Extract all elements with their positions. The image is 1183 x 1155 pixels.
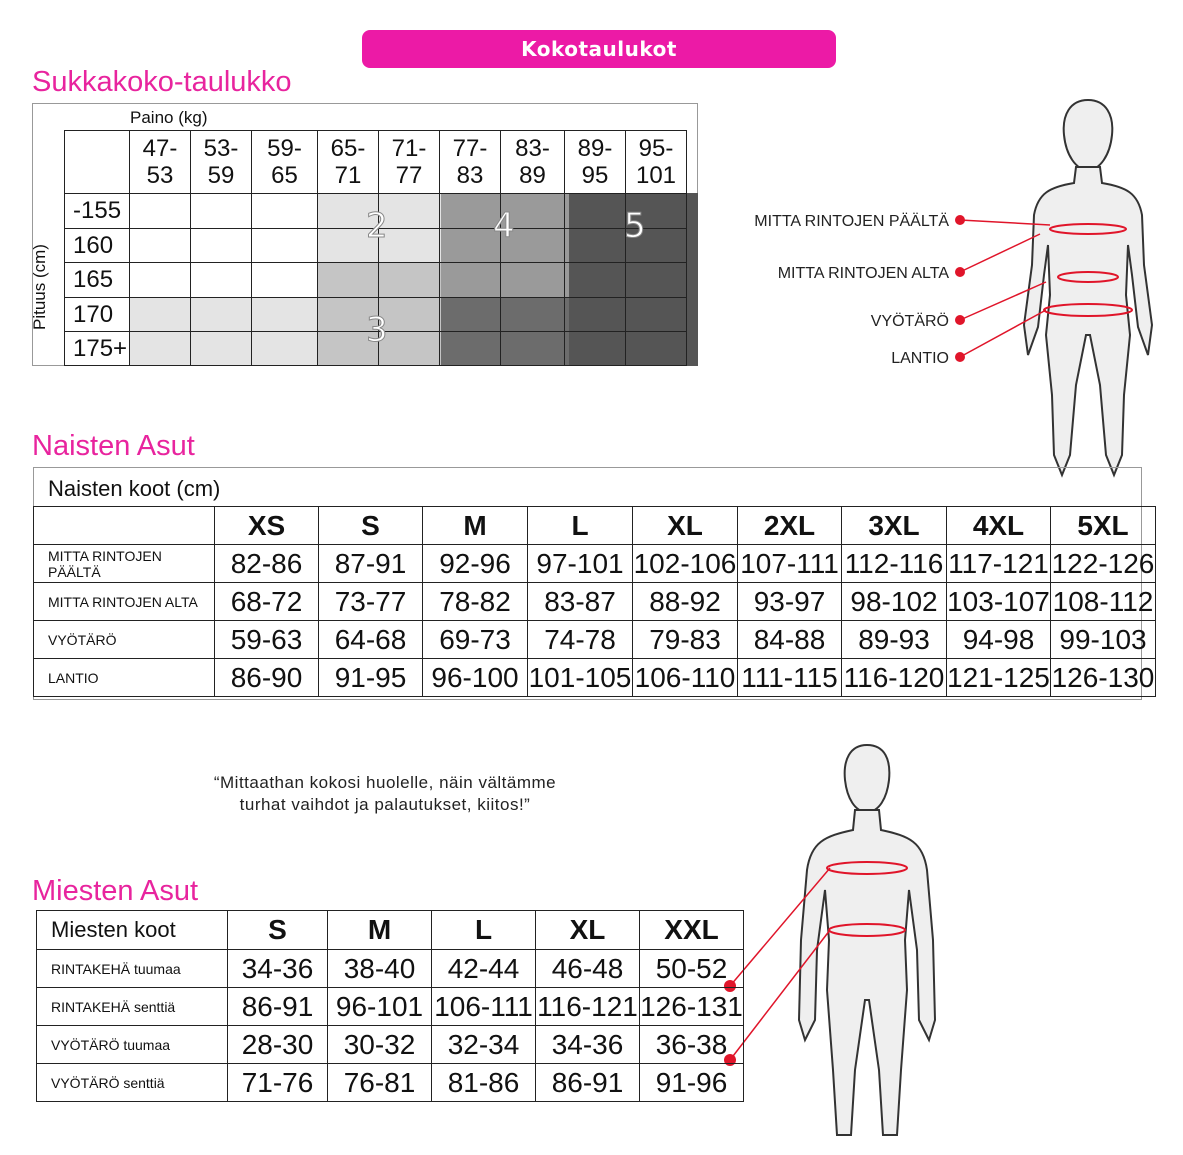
cell: 86-91 <box>536 1064 640 1102</box>
cell: 106-110 <box>633 659 738 697</box>
size-header: XXL <box>640 911 744 950</box>
weight-col: 89- 95 <box>565 131 626 194</box>
weight-col: 65- 71 <box>318 131 379 194</box>
cell: 126-130 <box>1051 659 1156 697</box>
quote-line: “Mittaathan kokosi huolelle, näin vältämme <box>213 773 557 792</box>
cell: 99-103 <box>1051 621 1156 659</box>
row-label: VYÖTÄRÖ <box>34 621 215 659</box>
size-header: L <box>528 507 633 545</box>
size-header: XL <box>633 507 738 545</box>
table-row <box>37 1064 744 1102</box>
weight-col: 95- 101 <box>626 131 687 194</box>
cell: 86-90 <box>215 659 319 697</box>
figure-label-waist: VYÖTÄRÖ <box>870 313 949 330</box>
cell: 28-30 <box>228 1026 328 1064</box>
table-row <box>34 545 1156 583</box>
cell: 122-126 <box>1051 545 1156 583</box>
figure-leader-lines <box>950 210 1100 370</box>
zone-label-2: 2 <box>366 206 388 246</box>
cell: 34-36 <box>228 950 328 988</box>
cell: 97-101 <box>528 545 633 583</box>
size-header: 2XL <box>738 507 842 545</box>
figure-label-bust: MITTA RINTOJEN PÄÄLTÄ <box>754 213 949 230</box>
care-quote <box>140 772 630 816</box>
size-header: 3XL <box>842 507 947 545</box>
cell: 121-125 <box>947 659 1051 697</box>
cell: 91-95 <box>319 659 423 697</box>
cell: 71-76 <box>228 1064 328 1102</box>
row-label: MITTA RINTOJEN ALTA <box>34 583 215 621</box>
cell: 34-36 <box>536 1026 640 1064</box>
cell: 69-73 <box>423 621 528 659</box>
cell: 74-78 <box>528 621 633 659</box>
cell: 102-106 <box>633 545 738 583</box>
corner-cell <box>65 131 130 194</box>
size-header: M <box>423 507 528 545</box>
cell: 111-115 <box>738 659 842 697</box>
cell: 42-44 <box>432 950 536 988</box>
cell: 91-96 <box>640 1064 744 1102</box>
quote-line: turhat vaihdot ja palautukset, kiitos!” <box>239 795 531 814</box>
cell: 116-120 <box>842 659 947 697</box>
row-label: RINTAKEHÄ tuumaa <box>37 950 228 988</box>
cell: 81-86 <box>432 1064 536 1102</box>
cell: 79-83 <box>633 621 738 659</box>
page-banner: Kokotaulukot <box>362 30 836 68</box>
cell: 78-82 <box>423 583 528 621</box>
row-label: VYÖTÄRÖ tuumaa <box>37 1026 228 1064</box>
cell: 86-91 <box>228 988 328 1026</box>
weight-col: 71- 77 <box>379 131 440 194</box>
cell: 103-107 <box>947 583 1051 621</box>
height-row-label: 175+ <box>65 332 130 366</box>
cell: 126-131 <box>640 988 744 1026</box>
cell: 112-116 <box>842 545 947 583</box>
figure-label-hip: LANTIO <box>891 350 949 367</box>
cell: 64-68 <box>319 621 423 659</box>
cell: 38-40 <box>328 950 432 988</box>
size-header: 5XL <box>1051 507 1156 545</box>
cell: 76-81 <box>328 1064 432 1102</box>
cell: 32-34 <box>432 1026 536 1064</box>
table-row <box>34 583 1156 621</box>
cell: 107-111 <box>738 545 842 583</box>
cell: 92-96 <box>423 545 528 583</box>
womens-size-table <box>33 506 1156 697</box>
corner-cell <box>34 507 215 545</box>
cell: 89-93 <box>842 621 947 659</box>
size-header: S <box>319 507 423 545</box>
weight-col: 47- 53 <box>130 131 191 194</box>
zone-label-5: 5 <box>624 206 646 246</box>
womens-table-caption: Naisten koot (cm) <box>48 476 221 501</box>
womens-size-heading: Naisten Asut <box>32 430 195 462</box>
figure-label-underbust: MITTA RINTOJEN ALTA <box>777 265 949 282</box>
height-row-label: 165 <box>65 263 130 298</box>
mens-table-caption: Miesten koot <box>37 911 228 950</box>
row-label: RINTAKEHÄ senttiä <box>37 988 228 1026</box>
cell: 73-77 <box>319 583 423 621</box>
height-row-label: 170 <box>65 298 130 332</box>
cell: 50-52 <box>640 950 744 988</box>
size-header: XL <box>536 911 640 950</box>
cell: 101-105 <box>528 659 633 697</box>
cell: 59-63 <box>215 621 319 659</box>
cell: 106-111 <box>432 988 536 1026</box>
cell: 87-91 <box>319 545 423 583</box>
weight-col: 83- 89 <box>501 131 565 194</box>
cell: 93-97 <box>738 583 842 621</box>
zone-label-4: 4 <box>493 206 515 246</box>
weight-axis-label: Paino (kg) <box>130 108 208 127</box>
height-row-label: -155 <box>65 194 130 229</box>
zone-label-3: 3 <box>366 310 388 350</box>
size-header: L <box>432 911 536 950</box>
cell: 98-102 <box>842 583 947 621</box>
weight-col: 59- 65 <box>252 131 318 194</box>
cell: 30-32 <box>328 1026 432 1064</box>
size-header: S <box>228 911 328 950</box>
size-header: XS <box>215 507 319 545</box>
cell: 96-100 <box>423 659 528 697</box>
cell: 88-92 <box>633 583 738 621</box>
size-header: M <box>328 911 432 950</box>
cell: 82-86 <box>215 545 319 583</box>
height-row-label: 160 <box>65 229 130 263</box>
table-row <box>37 950 744 988</box>
row-label: MITTA RINTOJEN PÄÄLTÄ <box>34 545 215 583</box>
cell: 84-88 <box>738 621 842 659</box>
cell: 96-101 <box>328 988 432 1026</box>
cell: 108-112 <box>1051 583 1156 621</box>
mens-size-heading: Miesten Asut <box>32 875 199 907</box>
table-row <box>37 1026 744 1064</box>
cell: 68-72 <box>215 583 319 621</box>
cell: 94-98 <box>947 621 1051 659</box>
row-label: VYÖTÄRÖ senttiä <box>37 1064 228 1102</box>
cell: 117-121 <box>947 545 1051 583</box>
stocking-size-heading: Sukkakoko-taulukko <box>32 66 292 98</box>
weight-col: 77- 83 <box>440 131 501 194</box>
cell: 83-87 <box>528 583 633 621</box>
table-row <box>34 659 1156 697</box>
weight-col: 53- 59 <box>191 131 252 194</box>
row-label: LANTIO <box>34 659 215 697</box>
cell: 46-48 <box>536 950 640 988</box>
cell: 116-121 <box>536 988 640 1026</box>
cell: 36-38 <box>640 1026 744 1064</box>
size-header: 4XL <box>947 507 1051 545</box>
mens-size-table <box>36 910 744 1102</box>
height-axis-label: Pituus (cm) <box>30 244 49 330</box>
table-row <box>34 621 1156 659</box>
table-row <box>37 988 744 1026</box>
